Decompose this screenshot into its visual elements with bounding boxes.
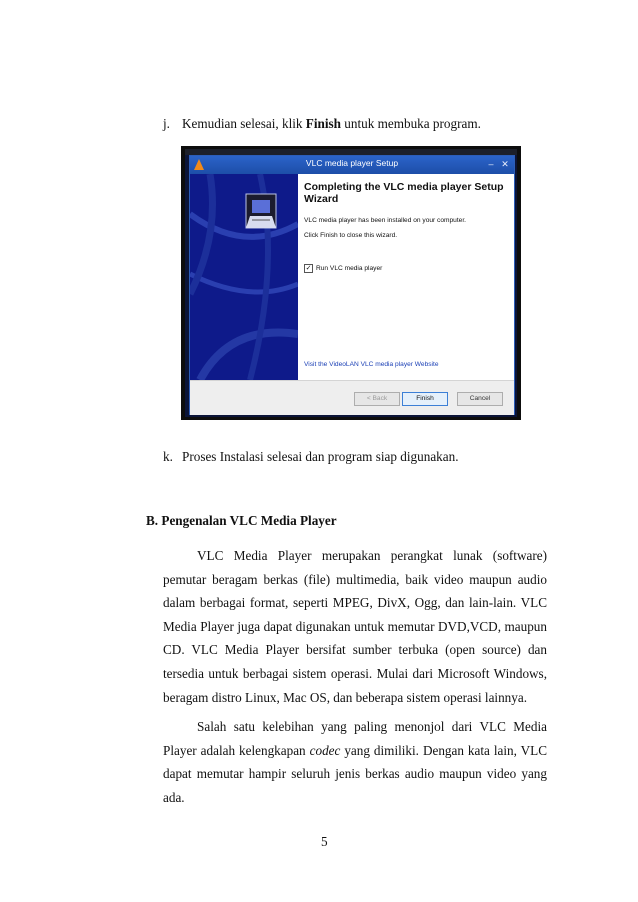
item-j-text-before: Kemudian selesai, klik (182, 116, 306, 131)
wizard-heading: Completing the VLC media player Setup Wizard (304, 181, 504, 205)
dialog-titlebar (190, 156, 514, 174)
close-icon[interactable]: ✕ (501, 159, 509, 169)
wizard-sidebar (190, 174, 298, 380)
item-j-bold: Finish (305, 116, 341, 131)
website-link[interactable]: Visit the VideoLAN VLC media player Website (304, 361, 439, 368)
page-number: 5 (321, 834, 328, 849)
paragraph-2-text (163, 715, 547, 809)
paragraph-1-text: VLC Media Player merupakan perangkat lunak (software) pemutar beragam berkas (file) multimedia, baik video maupun audio dalam berbagai format, seperti MPEG, DivX, Ogg, dan lain-lain. VLC Media Player juga dapat digunakan untuk memutar DVD,VCD, maupun CD. VLC Media Player bersifat sumber terbuka (open source) dan tersedia untuk berbagai sistem operasi. Mulai dari Microsoft Windows, beragam distro Linux, Mac OS, dan beberapa sistem operasi lainnya. (163, 548, 547, 705)
section-heading: B. Pengenalan VLC Media Player (146, 513, 337, 528)
dialog-title: VLC media player Setup (305, 158, 399, 168)
run-vlc-checkbox[interactable] (304, 264, 382, 273)
item-j-text-after: untuk membuka program. (340, 116, 481, 131)
close-instruction-text: Click Finish to close this wizard. (304, 232, 398, 239)
sidebar-art (190, 174, 298, 380)
wizard-footer (190, 380, 514, 415)
finish-button[interactable]: Finish (402, 392, 448, 406)
cancel-button[interactable]: Cancel (457, 392, 503, 406)
list-marker-k: k. (163, 449, 173, 464)
back-button[interactable]: < Back (354, 392, 400, 406)
paragraph-2-after: yang dimiliki. Dengan kata lain, VLC dapat memutar hampir seluruh jenis berkas audio maupun video yang ada. (163, 742, 547, 805)
setup-dialog (189, 155, 515, 415)
computer-box-icon (246, 194, 276, 228)
wizard-content (298, 174, 514, 380)
checkmark-icon[interactable]: ✓ (305, 265, 312, 272)
minimize-icon[interactable]: – (488, 159, 494, 169)
paragraph-2 (163, 715, 547, 809)
paragraph-1 (163, 544, 547, 709)
screenshot-inner (185, 149, 517, 417)
installer-screenshot (181, 146, 521, 420)
paragraph-2-before: Salah satu kelebihan yang paling menonjol dari VLC Media Player adalah kelengkapan (163, 719, 547, 758)
paragraph-2-italic: codec (309, 742, 341, 758)
checkbox-label: Run VLC media player (316, 265, 383, 272)
list-item-k: Proses Instalasi selesai dan program siap digunakan. (182, 449, 459, 464)
list-marker-j: j. (163, 116, 170, 131)
installed-text: VLC media player has been installed on your computer. (304, 217, 467, 224)
list-item-j (182, 116, 481, 132)
